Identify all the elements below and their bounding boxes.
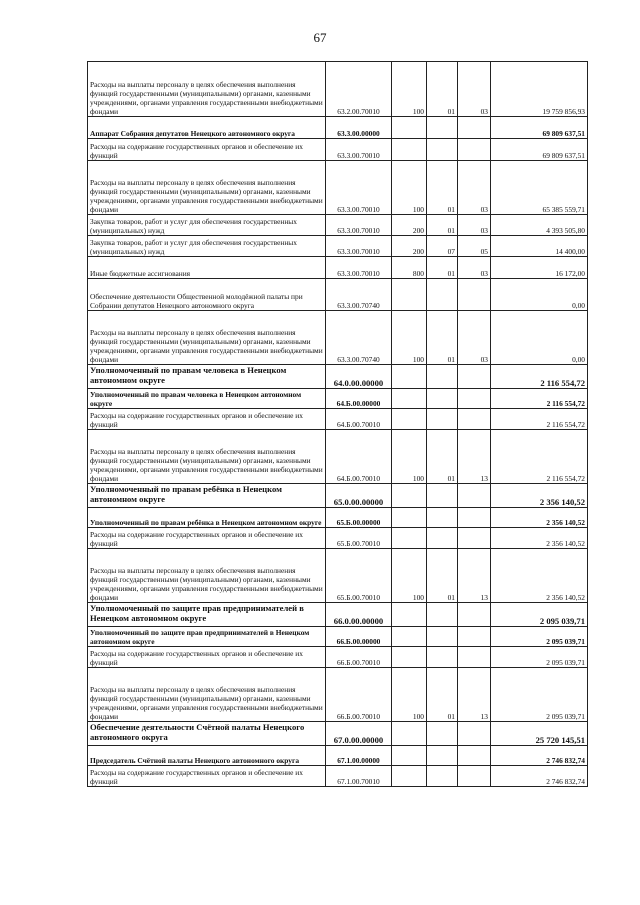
row-code-cell: 66.Б.00.70010	[326, 668, 392, 722]
table-row	[88, 766, 588, 787]
table-row	[88, 528, 588, 549]
row-code-cell: 65.Б.00.00000	[326, 508, 392, 528]
row-name-cell: Расходы на выплаты персоналу в целях обеспечения выполнения функций государственными (муниципальными) органами, казенными учреждениями, органами управления государственными внебюджетными фондами	[88, 311, 326, 365]
row-expense-type-cell	[392, 722, 427, 746]
row-amount-cell: 2 116 554,72	[491, 430, 588, 484]
row-expense-type-cell	[392, 389, 427, 409]
row-code-cell: 67.1.00.00000	[326, 746, 392, 766]
row-section-cell: 01	[427, 311, 458, 365]
row-amount-cell: 2 116 554,72	[491, 409, 588, 430]
row-amount-cell: 19 759 856,93	[491, 62, 588, 117]
row-subsection-cell	[458, 603, 491, 627]
row-section-cell: 01	[427, 161, 458, 215]
row-subsection-cell: 03	[458, 257, 491, 279]
row-code-cell: 65.0.00.00000	[326, 484, 392, 508]
row-expense-type-cell: 100	[392, 549, 427, 603]
row-code-cell: 63.3.00.70010	[326, 161, 392, 215]
row-section-cell	[427, 389, 458, 409]
row-name-cell: Обеспечение деятельности Счётной палаты Ненецкого автономного округа	[88, 722, 326, 746]
row-subsection-cell: 03	[458, 215, 491, 236]
row-code-cell: 63.3.00.70010	[326, 139, 392, 161]
row-expense-type-cell	[392, 484, 427, 508]
row-amount-cell: 25 720 145,51	[491, 722, 588, 746]
row-section-cell: 01	[427, 668, 458, 722]
row-amount-cell: 69 809 637,51	[491, 139, 588, 161]
row-name-cell: Закупка товаров, работ и услуг для обеспечения государственных (муниципальных) нужд	[88, 236, 326, 257]
row-expense-type-cell: 100	[392, 668, 427, 722]
row-section-cell	[427, 722, 458, 746]
row-amount-cell: 2 356 140,52	[491, 508, 588, 528]
row-code-cell: 64.Б.00.70010	[326, 430, 392, 484]
row-name-cell: Расходы на выплаты персоналу в целях обеспечения выполнения функций государственными (муниципальными) органами, казенными учреждениями, органами управления государственными внебюджетными фондами	[88, 161, 326, 215]
row-section-cell	[427, 484, 458, 508]
row-subsection-cell: 13	[458, 668, 491, 722]
row-expense-type-cell: 100	[392, 311, 427, 365]
row-expense-type-cell	[392, 117, 427, 139]
row-code-cell: 65.Б.00.70010	[326, 549, 392, 603]
table-row	[88, 668, 588, 722]
row-amount-cell: 69 809 637,51	[491, 117, 588, 139]
row-expense-type-cell	[392, 508, 427, 528]
row-amount-cell: 0,00	[491, 311, 588, 365]
row-name-cell: Расходы на выплаты персоналу в целях обеспечения выполнения функций государственными (муниципальными) органами, казенными учреждениями, органами управления государственными внебюджетными фондами	[88, 668, 326, 722]
row-code-cell: 66.0.00.00000	[326, 603, 392, 627]
budget-table-body	[88, 62, 588, 787]
row-section-cell: 01	[427, 257, 458, 279]
row-name-cell: Расходы на содержание государственных органов и обеспечение их функций	[88, 647, 326, 668]
row-section-cell: 01	[427, 62, 458, 117]
row-section-cell	[427, 365, 458, 389]
row-expense-type-cell: 200	[392, 236, 427, 257]
row-amount-cell: 2 095 039,71	[491, 627, 588, 647]
row-amount-cell: 2 746 832,74	[491, 746, 588, 766]
row-subsection-cell: 13	[458, 549, 491, 603]
row-name-cell: Расходы на выплаты персоналу в целях обеспечения выполнения функций государственными (муниципальными) органами, казенными учреждениями, органами управления государственными внебюджетными фондами	[88, 62, 326, 117]
table-row	[88, 603, 588, 627]
row-name-cell: Аппарат Собрания депутатов Ненецкого автономного округа	[88, 117, 326, 139]
row-subsection-cell	[458, 722, 491, 746]
row-subsection-cell	[458, 746, 491, 766]
row-expense-type-cell	[392, 528, 427, 549]
row-amount-cell: 2 356 140,52	[491, 484, 588, 508]
row-amount-cell: 2 356 140,52	[491, 528, 588, 549]
row-subsection-cell	[458, 528, 491, 549]
page-number: 67	[313, 30, 327, 45]
table-row	[88, 409, 588, 430]
table-row	[88, 430, 588, 484]
row-subsection-cell	[458, 766, 491, 787]
row-code-cell: 65.Б.00.70010	[326, 528, 392, 549]
row-code-cell: 67.1.00.70010	[326, 766, 392, 787]
table-row	[88, 215, 588, 236]
row-subsection-cell: 13	[458, 430, 491, 484]
row-name-cell: Уполномоченный по правам ребёнка в Ненецком автономном округе	[88, 508, 326, 528]
row-code-cell: 63.2.00.70010	[326, 62, 392, 117]
row-name-cell: Обеспечение деятельности Общественной молодёжной палаты при Собрании депутатов Ненецкого автономного округа	[88, 279, 326, 311]
row-name-cell: Расходы на содержание государственных органов и обеспечение их функций	[88, 766, 326, 787]
row-name-cell: Расходы на выплаты персоналу в целях обеспечения выполнения функций государственными (муниципальными) органами, казенными учреждениями, органами управления государственными внебюджетными фондами	[88, 430, 326, 484]
row-amount-cell: 2 095 039,71	[491, 603, 588, 627]
table-row	[88, 549, 588, 603]
row-section-cell	[427, 508, 458, 528]
row-subsection-cell	[458, 365, 491, 389]
row-expense-type-cell: 100	[392, 161, 427, 215]
row-subsection-cell	[458, 508, 491, 528]
table-row	[88, 389, 588, 409]
row-subsection-cell	[458, 139, 491, 161]
table-row	[88, 311, 588, 365]
row-amount-cell: 14 400,00	[491, 236, 588, 257]
row-amount-cell: 2 116 554,72	[491, 365, 588, 389]
row-code-cell: 64.Б.00.00000	[326, 389, 392, 409]
table-row	[88, 117, 588, 139]
table-row	[88, 508, 588, 528]
row-name-cell: Расходы на содержание государственных органов и обеспечение их функций	[88, 139, 326, 161]
budget-table	[87, 61, 588, 787]
row-section-cell	[427, 279, 458, 311]
row-subsection-cell: 03	[458, 62, 491, 117]
row-code-cell: 64.0.00.00000	[326, 365, 392, 389]
table-row	[88, 746, 588, 766]
row-code-cell: 63.3.00.70740	[326, 279, 392, 311]
row-expense-type-cell: 100	[392, 430, 427, 484]
row-code-cell: 66.Б.00.70010	[326, 647, 392, 668]
row-name-cell: Уполномоченный по правам человека в Ненецком автономном округе	[88, 389, 326, 409]
row-expense-type-cell: 100	[392, 62, 427, 117]
row-expense-type-cell	[392, 627, 427, 647]
row-amount-cell: 4 393 505,80	[491, 215, 588, 236]
row-subsection-cell	[458, 627, 491, 647]
row-code-cell: 67.0.00.00000	[326, 722, 392, 746]
row-expense-type-cell	[392, 746, 427, 766]
row-amount-cell: 2 746 832,74	[491, 766, 588, 787]
row-section-cell	[427, 627, 458, 647]
row-subsection-cell	[458, 409, 491, 430]
row-code-cell: 63.3.00.70740	[326, 311, 392, 365]
row-section-cell: 01	[427, 549, 458, 603]
table-row	[88, 484, 588, 508]
table-row	[88, 365, 588, 389]
row-section-cell	[427, 528, 458, 549]
row-name-cell: Расходы на выплаты персоналу в целях обеспечения выполнения функций государственными (муниципальными) органами, казенными учреждениями, органами управления государственными внебюджетными фондами	[88, 549, 326, 603]
row-subsection-cell: 03	[458, 311, 491, 365]
row-section-cell: 07	[427, 236, 458, 257]
row-section-cell	[427, 139, 458, 161]
row-name-cell: Председатель Счётной палаты Ненецкого автономного округа	[88, 746, 326, 766]
row-name-cell: Уполномоченный по правам человека в Ненецком автономном округе	[88, 365, 326, 389]
row-name-cell: Иные бюджетные ассигнования	[88, 257, 326, 279]
row-section-cell: 01	[427, 215, 458, 236]
row-expense-type-cell: 200	[392, 215, 427, 236]
table-row	[88, 236, 588, 257]
table-row	[88, 139, 588, 161]
row-expense-type-cell: 800	[392, 257, 427, 279]
row-expense-type-cell	[392, 766, 427, 787]
row-subsection-cell	[458, 279, 491, 311]
row-section-cell	[427, 603, 458, 627]
row-name-cell: Закупка товаров, работ и услуг для обеспечения государственных (муниципальных) нужд	[88, 215, 326, 236]
row-amount-cell: 2 095 039,71	[491, 647, 588, 668]
row-section-cell	[427, 766, 458, 787]
row-code-cell: 63.3.00.70010	[326, 236, 392, 257]
row-name-cell: Расходы на содержание государственных органов и обеспечение их функций	[88, 528, 326, 549]
row-expense-type-cell	[392, 603, 427, 627]
row-expense-type-cell	[392, 409, 427, 430]
row-subsection-cell	[458, 389, 491, 409]
row-section-cell	[427, 409, 458, 430]
table-row	[88, 627, 588, 647]
row-amount-cell: 0,00	[491, 279, 588, 311]
row-section-cell: 01	[427, 430, 458, 484]
row-code-cell: 64.Б.00.70010	[326, 409, 392, 430]
row-subsection-cell: 05	[458, 236, 491, 257]
row-subsection-cell	[458, 484, 491, 508]
row-amount-cell: 2 356 140,52	[491, 549, 588, 603]
row-amount-cell: 65 385 559,71	[491, 161, 588, 215]
row-code-cell: 63.3.00.00000	[326, 117, 392, 139]
row-subsection-cell	[458, 117, 491, 139]
row-expense-type-cell	[392, 279, 427, 311]
table-row	[88, 62, 588, 117]
row-section-cell	[427, 647, 458, 668]
table-row	[88, 161, 588, 215]
row-name-cell: Уполномоченный по защите прав предпринимателей в Ненецком автономном округе	[88, 627, 326, 647]
row-amount-cell: 16 172,00	[491, 257, 588, 279]
row-subsection-cell: 03	[458, 161, 491, 215]
row-expense-type-cell	[392, 647, 427, 668]
table-row	[88, 279, 588, 311]
row-name-cell: Уполномоченный по правам ребёнка в Ненецком автономном округе	[88, 484, 326, 508]
row-code-cell: 63.3.00.70010	[326, 257, 392, 279]
row-name-cell: Уполномоченный по защите прав предпринимателей в Ненецком автономном округе	[88, 603, 326, 627]
row-subsection-cell	[458, 647, 491, 668]
row-code-cell: 66.Б.00.00000	[326, 627, 392, 647]
row-amount-cell: 2 116 554,72	[491, 389, 588, 409]
row-section-cell	[427, 117, 458, 139]
table-row	[88, 647, 588, 668]
row-name-cell: Расходы на содержание государственных органов и обеспечение их функций	[88, 409, 326, 430]
row-code-cell: 63.3.00.70010	[326, 215, 392, 236]
table-row	[88, 722, 588, 746]
row-expense-type-cell	[392, 365, 427, 389]
row-amount-cell: 2 095 039,71	[491, 668, 588, 722]
row-expense-type-cell	[392, 139, 427, 161]
table-row	[88, 257, 588, 279]
row-section-cell	[427, 746, 458, 766]
